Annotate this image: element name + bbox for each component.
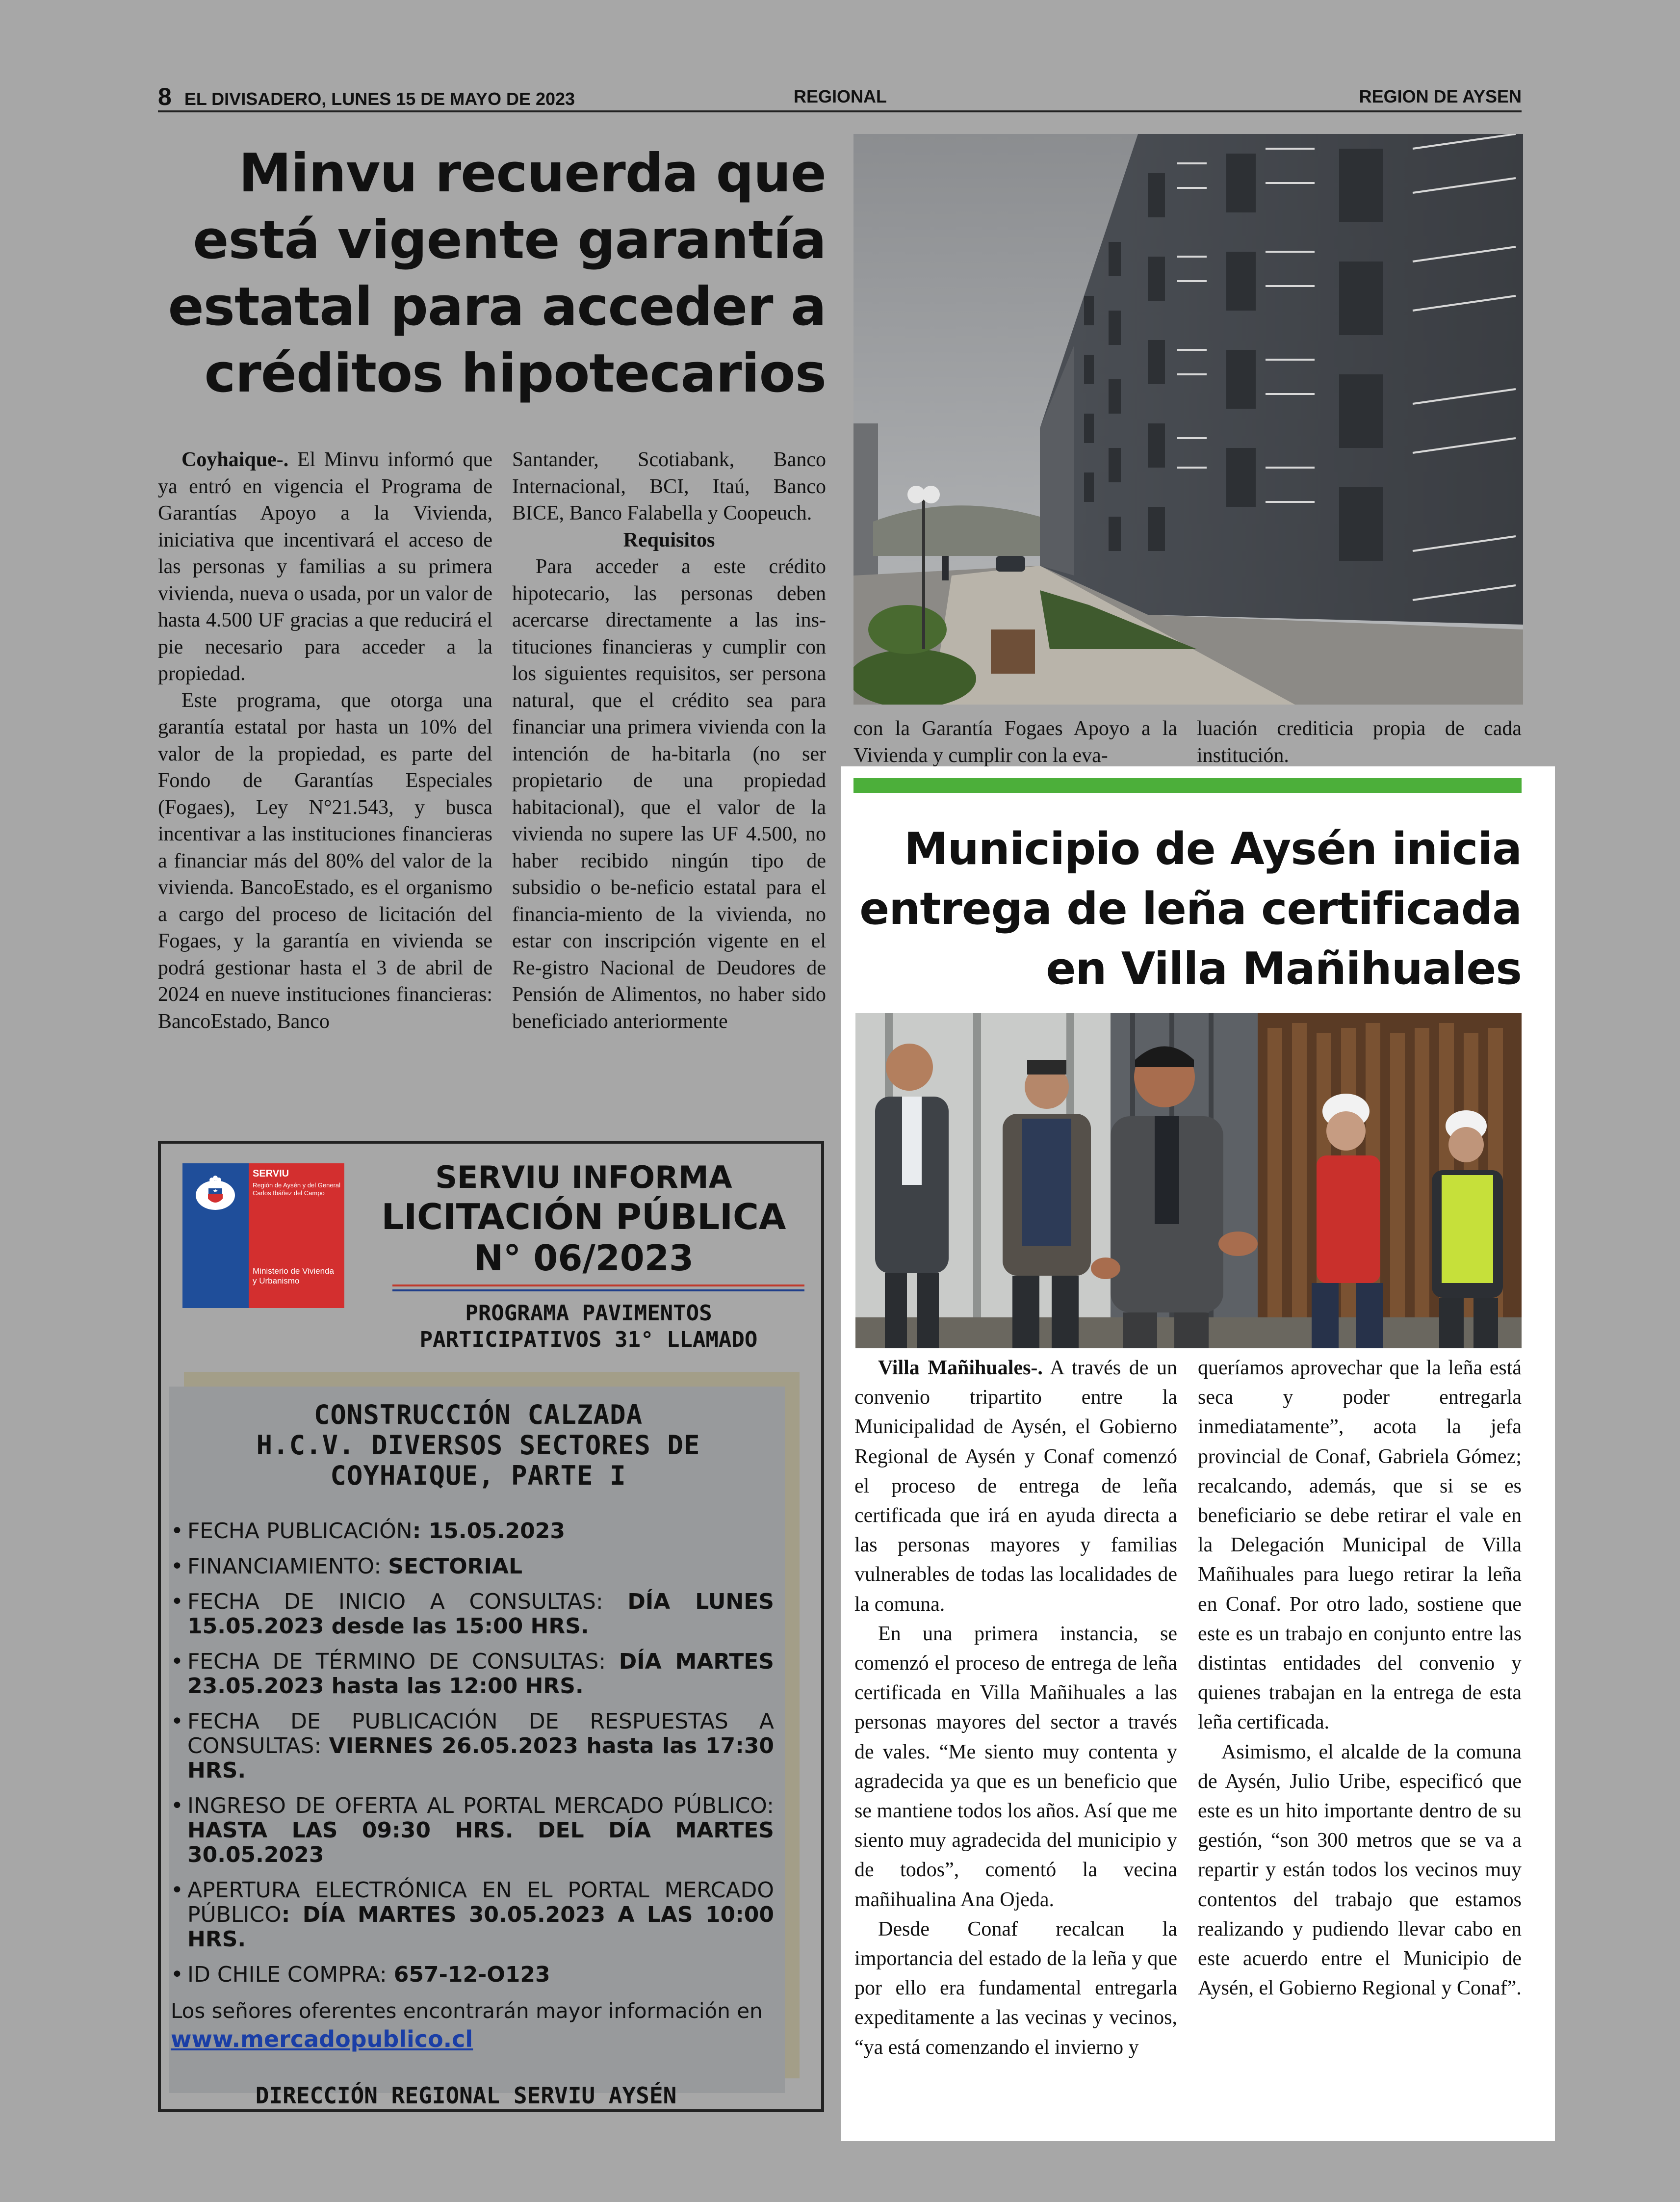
ad-footer: DIRECCIÓN REGIONAL SERVIU AYSÉN — [255, 2082, 677, 2109]
article1-paragraph: luación crediticia propia de cada institución. — [1197, 717, 1522, 767]
wood-delivery-photo — [855, 1013, 1522, 1348]
article1-col3 — [853, 715, 1177, 769]
article1-lead-place: Coyhaique-. — [181, 448, 289, 471]
logo-org-name: SERVIU — [253, 1168, 289, 1179]
ad-project-line2: H.C.V. DIVERSOS SECTORES DE — [256, 1430, 700, 1461]
ad-item: • APERTURA ELECTRÓNICA EN EL PORTAL MERCADO PÚBLICO: DÍA MARTES 30.05.2023 A LAS 10:00 HRS. — [171, 1878, 774, 1952]
ad-item: • FECHA DE TÉRMINO DE CONSULTAS: DÍA MARTES 23.05.2023 hasta las 12:00 HRS. — [171, 1650, 774, 1699]
article1-paragraph: con la Garantía Fogaes Apoyo a la Vivienda y cumplir con la eva- — [853, 717, 1177, 767]
page-header-left — [158, 82, 575, 111]
article2-col2 — [1198, 1353, 1522, 2003]
article2-col1 — [854, 1353, 1177, 2062]
article1-paragraph: Este programa, que otorga una garantía estatal por hasta un 10% del valor de la propiedad, es parte del Fondo de Garantías Especiales (Fogaes), Ley N°21.543, y busca incentivar a las instituciones financieras a financiar más del 80% del valor de la vivienda. BancoEstado, es el organismo a cargo del proceso de licitación del Fogaes, y la garantía en vivienda se podrá gestionar hasta el 3 de abril de 2024 en nueve instituciones financieras: BancoEstado, Banco — [158, 689, 492, 1033]
ad-project-line1: CONSTRUCCIÓN CALZADA — [313, 1399, 643, 1430]
logo-blue-panel — [182, 1163, 249, 1308]
article2-headline: Municipio de Aysén inicia entrega de leña certificada en Villa Mañihuales — [859, 823, 1522, 995]
article2-paragraph: Desde Conaf recalcan la importancia del estado de la leña y que por ello era fundamental entregarla expeditamente a las vecinas y vecinos, “ya está comenzando el invierno y — [854, 1917, 1177, 2059]
article2-paragraph: A través de un convenio tripartito entre la Municipalidad de Aysén, el Gobierno Regional de Aysén y Conaf comenzó el proceso de entrega de leña certificada que irá en ayuda directa a las personas mayores y familias vulnerables de todas las localidades de la comuna. — [854, 1357, 1177, 1616]
article1-paragraph: El Minvu informó que ya entró en vigencia el Programa de Garantías Apoyo a la Vivienda, iniciativa que incentivará el acceso de las personas y familias a su primera vivienda, nueva o usada, por un valor de hasta 4.500 UF gracias a que reducirá el pie necesario para acceder a la propiedad. — [158, 448, 492, 685]
article2-green-bar — [853, 778, 1522, 793]
ad-title-line2: LICITACIÓN PÚBLICA — [381, 1196, 786, 1237]
mercado-publico-link[interactable]: www.mercadopublico.cl — [171, 2026, 473, 2052]
ad-item: • ID CHILE COMPRA: 657-12-O123 — [171, 1963, 774, 1987]
ad-program-line1: PROGRAMA PAVIMENTOS — [465, 1301, 712, 1326]
ad-more-info: Los señores oferentes encontrarán mayor información en — [171, 1999, 763, 2023]
article1-subhead: Requisitos — [623, 528, 715, 551]
article1-col1 — [158, 446, 492, 1035]
ad-title — [363, 1159, 804, 1279]
region-label: REGION DE AYSEN — [1359, 86, 1522, 106]
article2-paragraph: Asimismo, el alcalde de la comuna de Aysén, Julio Uribe, especificó que este es un hito importante dentro de su gestión, “son 300 metros que se va a repartir y están todos los vecinos muy contentos del trabajo que estamos realizando y pudiendo llevar cabo en este acuerdo entre el Municipio de Aysén, el Gobierno Regional y Conaf”. — [1198, 1740, 1522, 2000]
ad-item: • FECHA PUBLICACIÓN: 15.05.2023 — [171, 1519, 774, 1544]
ad-program-line2: PARTICIPATIVOS 31° LLAMADO — [419, 1327, 758, 1352]
logo-red-panel — [249, 1163, 344, 1308]
article2-paragraph: queríamos aprovechar que la leña está seca y poder entregarla inmediatamente”, acota la jefa provincial de Conaf, Gabriela Gómez; recalcando, además, que si se es beneficiario se debe retirar el vale en la Delegación Municipal de Villa Mañihuales para luego retirar la leña en Conaf. Por otro lado, sostiene que este es un trabajo en conjunto entre las distintas entidades del convenio y quienes trabajan en la entrega de esta leña certificada. — [1198, 1357, 1522, 1734]
ad-item: • FINANCIAMIENTO: SECTORIAL — [171, 1554, 774, 1579]
header-rule — [158, 110, 1522, 112]
article2-lead-place: Villa Mañihuales-. — [878, 1357, 1043, 1379]
article1-paragraph: Santander, Scotiabank, Banco Internacional, BCI, Itaú, Banco BICE, Banco Falabella y Coopeuch. — [512, 448, 826, 524]
page-number: 8 — [158, 83, 172, 110]
article1-headline: Minvu recuerda que está vigente garantía estatal para acceder a créditos hipotecarios — [168, 143, 826, 404]
ad-items-list — [171, 1519, 774, 2054]
ad-project-line3: COYHAIQUE, PARTE I — [330, 1460, 626, 1491]
ad-item: • FECHA DE INICIO A CONSULTAS: DÍA LUNES 15.05.2023 desde las 15:00 HRS. — [171, 1590, 774, 1639]
logo-org-sub: Región de Aysén y del General Carlos Ibáñez del Campo — [253, 1181, 340, 1197]
ad-rule-red — [392, 1284, 804, 1286]
section-label: REGIONAL — [794, 86, 887, 106]
ad-project-title — [177, 1400, 780, 1491]
ad-rule-blue — [392, 1289, 804, 1291]
article1-paragraph: Para acceder a este crédito hipotecario, las personas deben acercarse directamente a las ins-tituciones financieras y cumplir con los siguientes requisitos, ser persona natural, que el crédito sea para financiar una primera vivienda con la intención de ha-bitarla (no ser propietario de una propiedad habitacional), que el valor de la vivienda no supere las UF 4.500, no haber recibido ningún tipo de subsidio o be-neficio estatal para el financia-miento de la vivienda, no estar con inscripción vigente en el Re-gistro Nacional de Deudores de Pensión de Alimentos, no haber sido beneficiado anteriormente — [512, 555, 826, 1033]
serviu-logo — [182, 1163, 344, 1308]
ad-item: • INGRESO DE OFERTA AL PORTAL MERCADO PÚBLICO: HASTA LAS 09:30 HRS. DEL DÍA MARTES 30.05.2023 — [171, 1794, 774, 1867]
ad-title-line3: N° 06/2023 — [473, 1237, 694, 1279]
article2-paragraph: En una primera instancia, se comenzó el proceso de entrega de leña certificada en Villa Mañihuales a las personas mayores del sector a través de vales. “Me siento muy contenta y agradecida ya que es un beneficio que se mantiene todos los años. Así que me siento muy agradecida del municipio y de todos”, comentó la vecina mañihualina Ana Ojeda. — [854, 1622, 1177, 1911]
ad-title-line1: SERVIU INFORMA — [435, 1159, 732, 1195]
ad-item: • FECHA DE PUBLICACIÓN DE RESPUESTAS A CONSULTAS: VIERNES 26.05.2023 hasta las 17:30 HRS. — [171, 1709, 774, 1783]
article1-col4 — [1197, 715, 1522, 769]
ad-program — [373, 1300, 804, 1353]
article1-col2 — [512, 446, 826, 1035]
chile-coat-of-arms-icon — [182, 1168, 249, 1217]
publication-date: EL DIVISADERO, LUNES 15 DE MAYO DE 2023 — [184, 89, 575, 109]
apartment-buildings-photo — [853, 134, 1523, 705]
logo-ministry: Ministerio de Vivienda y Urbanismo — [253, 1266, 334, 1285]
